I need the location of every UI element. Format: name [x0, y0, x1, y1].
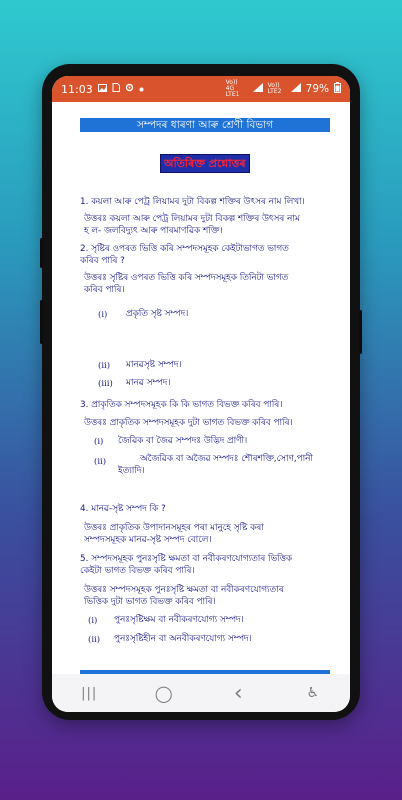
answer-3: উত্তৰঃ প্ৰাকৃতিক সম্পদসমূহক দুটা ভাগত বিভক্ত কৰিব পাৰি।: [84, 418, 293, 428]
list-label: (ii): [88, 635, 101, 645]
battery-percent: 79%: [305, 83, 329, 95]
back-button[interactable]: ‹: [233, 680, 243, 706]
question-3: 3. প্ৰাকৃতিক সম্পদসমূহক কি কি ভাগত বিভক্ত কৰিব পাৰি।: [80, 400, 283, 410]
answer-5-line-2: ভিত্তিক দুটা ভাগত বিভক্ত কৰিব পাৰি।: [84, 597, 216, 607]
list-item: অজৈৱিক বা অজৈৱ সম্পদঃ শৌৰশক্তি,সোণ,পানী: [140, 454, 313, 464]
list-item: মানৱসৃষ্ট সম্পদ।: [126, 360, 182, 370]
answer-1-line-2: হ ল- জলবিদ্যুৎ আৰু পাৰমাণৱিক শক্তি।: [84, 226, 223, 236]
list-label: (ii): [94, 457, 107, 467]
answer-5-line-1: উত্তৰঃ সম্পদসমূহক পুনঃসৃষ্টি ক্ষমতা বা নবীকৰণযোগ্যতাৰ: [84, 585, 284, 595]
question-1: 1. কয়লা আৰু পেট্ৰ লিয়ামৰ দুটা বিকল্প শক্তিৰ উৎসৰ নাম লিখা।: [80, 197, 305, 207]
phone-side-button-volume: [40, 238, 43, 268]
home-button[interactable]: ◯: [154, 683, 173, 703]
phone-side-button-right: [359, 310, 362, 354]
signal-icon-1: [253, 83, 263, 95]
signal-icon-2: [291, 83, 301, 95]
list-item-continued: ইত্যাদি।: [118, 466, 145, 476]
answer-2-line-2: কৰিব পাৰি।: [84, 285, 125, 295]
network1-label: Vo)) 4G LTE1: [225, 79, 240, 98]
question-5-line-2: কেইটা ভাগত বিভক্ত কৰিব পাৰি।: [80, 566, 195, 576]
status-bar: [52, 76, 350, 102]
image-icon: [98, 83, 107, 95]
phone-screen: [52, 76, 350, 712]
settings-icon: [125, 83, 134, 95]
list-item: পুনঃসৃষ্টিহীন বা অনবীকৰণযোগ্য সম্পদ।: [114, 634, 252, 644]
network2-label: Vo)) LTE2: [267, 82, 282, 95]
answer-4-line-1: উত্তৰঃ প্ৰাকৃতিক উপাদানসমূহৰ পৰা মানুহে সৃষ্টি কৰা: [84, 523, 264, 533]
phone-side-button-power: [40, 300, 43, 344]
list-label: (ii): [98, 361, 111, 371]
battery-icon: [334, 82, 341, 96]
question-2-line-2: কৰিব পাৰি ?: [80, 256, 125, 266]
question-4: 4. মানৱ-সৃষ্ট সম্পদ কি ?: [80, 504, 166, 514]
navigation-bar: [52, 674, 350, 712]
list-item: মানৱ সম্পদ।: [126, 378, 171, 388]
list-item: জৈৱিক বা জৈৱ সম্পদঃ উদ্ভিদ প্ৰাণী।: [118, 436, 248, 446]
question-2-line-1: 2. সৃষ্টিৰ ওপৰত ভিত্তি কৰি সম্পদসমূহক কেইটাভাগত ভাগত: [80, 244, 289, 254]
answer-4-line-2: সম্পদসমূহক মানৱ-সৃষ্ট সম্পদ বোলে।: [84, 535, 212, 545]
accessibility-button[interactable]: ♿: [306, 685, 320, 701]
section-heading: অতিৰিক্ত প্ৰশ্নোত্তৰ: [160, 154, 250, 173]
document-page[interactable]: [52, 102, 350, 674]
list-label: (i): [88, 616, 98, 626]
dot-icon: [139, 83, 144, 95]
document-title: সম্পদৰ ধাৰণা আৰু শ্ৰেণী বিভাগ: [80, 118, 330, 132]
question-5-line-1: 5. সম্পদসমূহক পুনঃসৃষ্টি ক্ষমতা বা নবীকৰণযোগ্যতাৰ ভিত্তিক: [80, 554, 293, 564]
sim-icon: [112, 83, 120, 95]
list-label: (i): [94, 437, 104, 447]
list-label: (iii): [98, 379, 113, 389]
status-time: 11:03: [61, 82, 93, 96]
list-label: (i): [98, 310, 108, 320]
recents-button[interactable]: |||: [81, 685, 98, 701]
answer-1-line-1: উত্তৰঃ কয়লা আৰু পেট্ৰ লিয়ামৰ দুটা বিকল্প শক্তিৰ উৎসৰ নাম: [84, 214, 300, 224]
answer-2-line-1: উত্তৰঃ সৃষ্টিৰ ওপৰত ভিত্তি কৰি সম্পদসমূহক তিনিটা ভাগত: [84, 273, 289, 283]
list-item: পুনঃসৃষ্টিক্ষম বা নবীকৰণযোগ্য সম্পদ।: [114, 615, 244, 625]
list-item: প্ৰকৃতি সৃষ্ট সম্পদ।: [126, 309, 189, 319]
